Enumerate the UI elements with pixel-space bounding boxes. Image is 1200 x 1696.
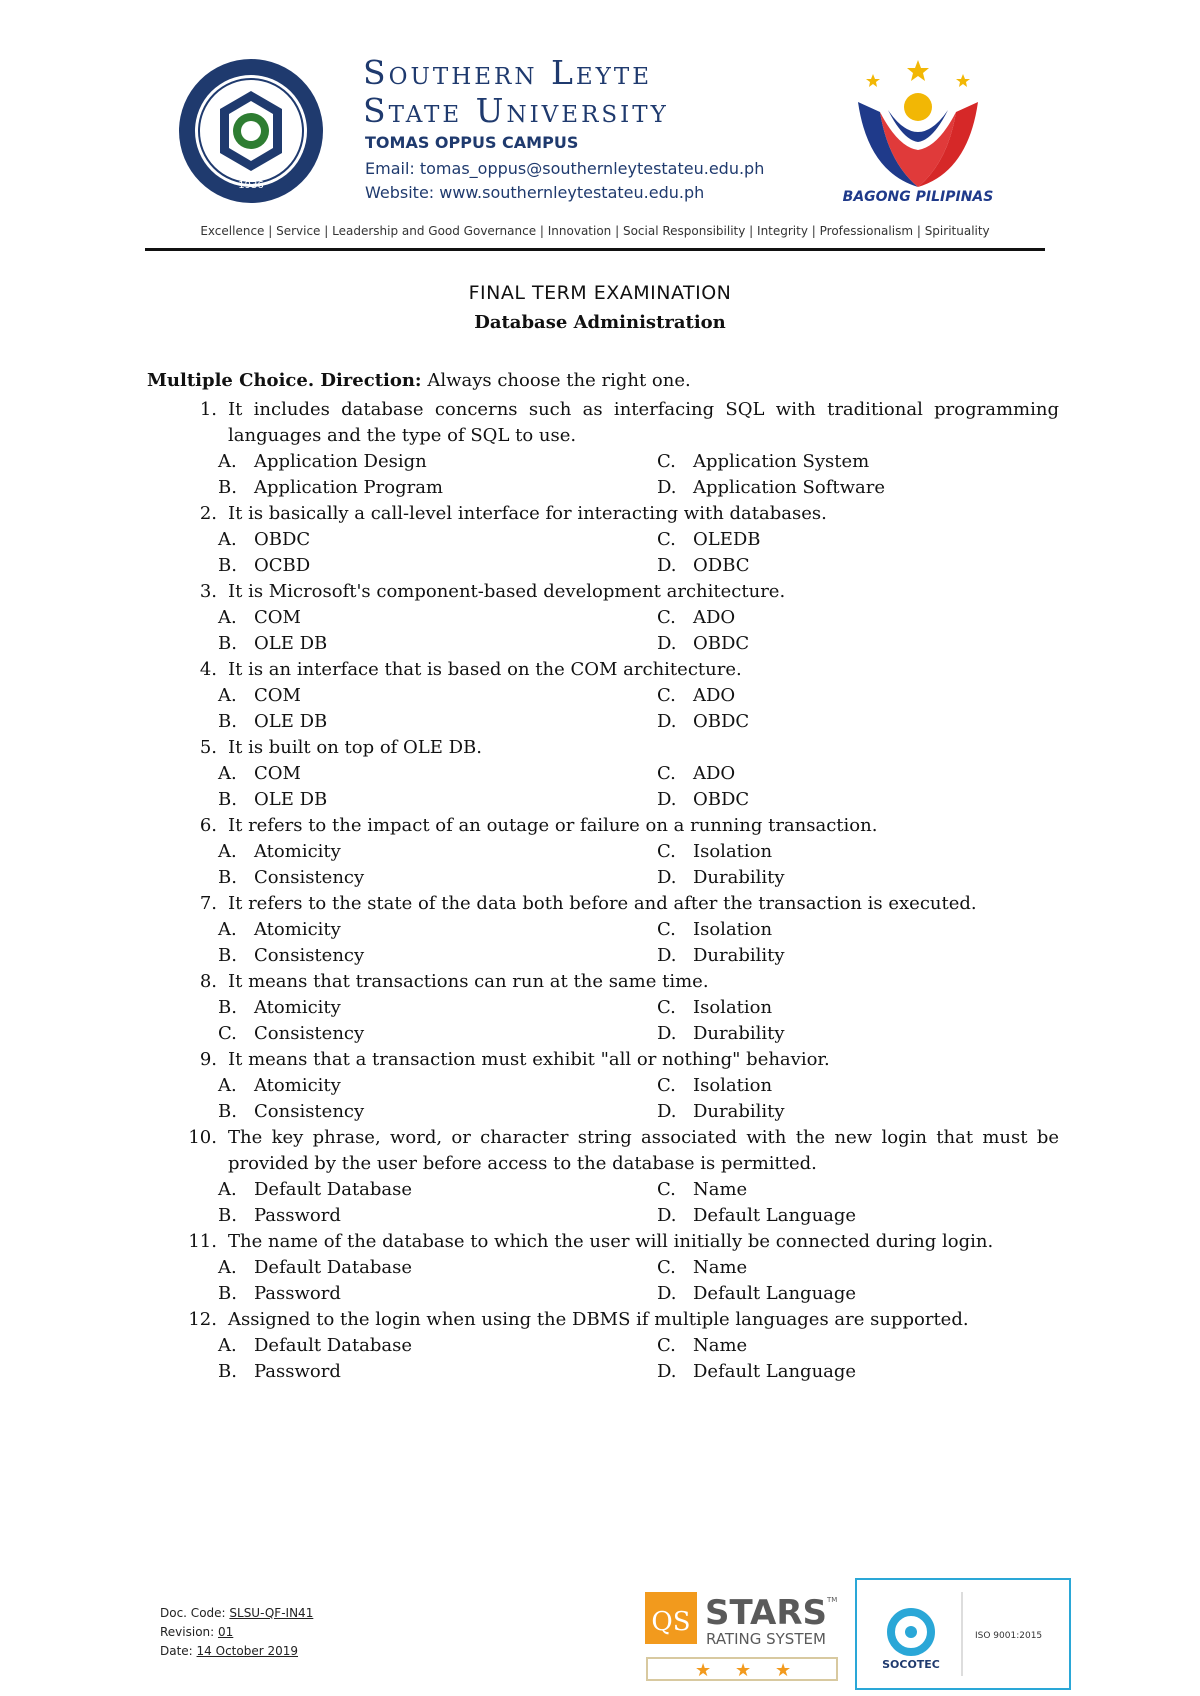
question-number: 9. [199,1049,217,1070]
choice-letter: C. [657,1257,676,1278]
question-text: It includes database concerns such as interfacing SQL with traditional programming languages and the type of SQL to use. [228,399,1059,446]
question-stem [147,891,1059,917]
answer-choice [657,631,1057,657]
choice-text: COM [254,763,301,784]
answer-choice [218,1073,657,1099]
university-name-line2: State University [363,91,669,130]
answer-choice [657,761,1057,787]
answer-choice [657,1281,1057,1307]
choice-text: Password [254,1361,341,1382]
choice-text: Isolation [693,1075,773,1096]
choice-letter: D. [657,633,677,654]
choice-text: Durability [693,945,785,966]
choice-text: Isolation [693,997,773,1018]
choice-text: OBDC [254,529,311,550]
question-item [147,1125,1059,1229]
choice-text: Default Language [693,1283,857,1304]
answer-choice [218,1177,657,1203]
answer-choice [657,917,1057,943]
choice-letter: C. [657,1179,676,1200]
choice-text: Name [693,1335,748,1356]
answer-choices [147,683,1059,735]
answer-choice [218,527,657,553]
core-values: Excellence | Service | Leadership and Good Governance | Innovation | Social Responsibility | Integrity | Professionalism | Spirituality [200,224,990,238]
question-number: 8. [199,971,217,992]
choice-text: Durability [693,1023,785,1044]
document-control-info [160,1604,313,1661]
question-text: The key phrase, word, or character string associated with the new login that must be provided by the user before access to the database is permitted. [228,1127,1059,1174]
answer-choices [147,527,1059,579]
university-seal-icon [176,56,326,206]
answer-choices [147,449,1059,501]
answer-choice [657,1333,1057,1359]
answer-choices [147,605,1059,657]
choice-letter: A. [218,1335,237,1356]
choice-text: Durability [693,867,785,888]
question-text: It is built on top of OLE DB. [228,737,483,758]
answer-choice [657,865,1057,891]
question-item [147,1047,1059,1125]
answer-choice [218,865,657,891]
choice-letter: D. [657,711,677,732]
question-item [147,657,1059,735]
doc-code: SLSU-QF-IN41 [229,1606,314,1620]
svg-text:TM: TM [827,1596,838,1604]
choice-letter: B. [218,867,237,888]
question-stem [147,657,1059,683]
choice-text: COM [254,607,301,628]
choice-text: OBDC [693,789,750,810]
answer-choices [147,1255,1059,1307]
svg-text:ISO 9001:2015: ISO 9001:2015 [975,1631,1043,1641]
answer-choice [657,1203,1057,1229]
question-item [147,501,1059,579]
question-item [147,579,1059,657]
choice-letter: D. [657,555,677,576]
choice-letter: B. [218,789,237,810]
question-text: Assigned to the login when using the DBMS if multiple languages are supported. [228,1309,969,1330]
question-stem [147,1307,1059,1333]
qs-stars-logo [645,1588,845,1688]
answer-choice [657,1255,1057,1281]
question-text: The name of the database to which the user will initially be connected during login. [228,1231,994,1252]
contact-block [365,157,764,205]
question-stem [147,735,1059,761]
choice-text: Durability [693,1101,785,1122]
question-number: 11. [188,1231,217,1252]
star-icon: ★ [735,1660,752,1681]
question-item [147,1307,1059,1385]
choice-text: Isolation [693,841,773,862]
choice-text: ADO [693,763,736,784]
answer-choices [147,995,1059,1047]
answer-choice [657,1177,1057,1203]
answer-choices [147,917,1059,969]
answer-choice [218,683,657,709]
star-icon: ★ [695,1660,712,1681]
choice-letter: C. [657,997,676,1018]
choice-letter: A. [218,1075,237,1096]
choice-letter: A. [218,841,237,862]
choice-text: COM [254,685,301,706]
choice-text: Name [693,1257,748,1278]
choice-text: Default Language [693,1205,857,1226]
question-item [147,1229,1059,1307]
answer-choice [657,605,1057,631]
choice-text: OCBD [254,555,311,576]
choice-text: Password [254,1205,341,1226]
question-item [147,891,1059,969]
question-text: It is an interface that is based on the COM architecture. [228,659,742,680]
revision-line: Revision: 01 [160,1625,234,1639]
question-number: 4. [199,659,217,680]
choice-letter: B. [218,711,237,732]
question-item [147,969,1059,1047]
exam-subject: Database Administration [474,312,726,333]
choice-text: Consistency [254,1101,365,1122]
question-number: 1. [199,399,217,420]
question-stem [147,1047,1059,1073]
answer-choice [218,1359,657,1385]
question-number: 5. [199,737,217,758]
answer-choice [218,839,657,865]
question-stem [147,969,1059,995]
choice-letter: D. [657,1205,677,1226]
svg-text:1936: 1936 [238,180,264,191]
question-number: 10. [188,1127,217,1148]
doc-date: 14 October 2019 [196,1644,299,1658]
question-stem [147,397,1059,449]
choice-text: Consistency [254,867,365,888]
question-text: It is Microsoft's component-based development architecture. [228,581,786,602]
choice-text: OLEDB [693,529,761,550]
choice-text: OBDC [693,633,750,654]
answer-choices [147,1177,1059,1229]
answer-choice [218,1281,657,1307]
university-name [363,54,669,130]
choice-text: Consistency [254,945,365,966]
choice-text: ADO [693,607,736,628]
choice-text: ADO [693,685,736,706]
answer-choices [147,761,1059,813]
answer-choice [218,1255,657,1281]
answer-choices [147,839,1059,891]
choice-letter: D. [657,1101,677,1122]
question-text: It means that transactions can run at the same time. [228,971,709,992]
choice-letter: A. [218,451,237,472]
answer-choice [218,995,657,1021]
choice-text: Atomicity [254,841,341,862]
answer-choice [218,475,657,501]
answer-choice [218,631,657,657]
choice-letter: B. [218,633,237,654]
choice-text: Isolation [693,919,773,940]
bagong-pilipinas-text: BAGONG PILIPINAS [842,189,994,205]
answer-choice [218,1333,657,1359]
choice-letter: A. [218,919,237,940]
answer-choice [657,1073,1057,1099]
answer-choice [218,1203,657,1229]
choice-text: Name [693,1179,748,1200]
choice-letter: A. [218,529,237,550]
choice-letter: C. [657,919,676,940]
choice-text: Atomicity [254,919,341,940]
socotec-logo-icon [857,1580,1069,1688]
question-number: 6. [199,815,217,836]
question-item [147,735,1059,813]
choice-letter: B. [218,1283,237,1304]
choice-letter: A. [218,1179,237,1200]
choice-text: Default Database [254,1335,413,1356]
choice-letter: B. [218,1205,237,1226]
question-number: 12. [188,1309,217,1330]
question-stem [147,579,1059,605]
question-stem [147,1229,1059,1255]
choice-text: OLE DB [254,633,328,654]
svg-text:QS: QS [651,1607,691,1637]
choice-letter: C. [657,607,676,628]
answer-choice [218,917,657,943]
choice-text: Application Program [254,477,443,498]
question-number: 7. [199,893,217,914]
answer-choice [657,683,1057,709]
university-name-line1: Southern Leyte [363,53,652,92]
answer-choice [657,553,1057,579]
answer-choice [657,943,1057,969]
answer-choice [657,1099,1057,1125]
answer-choice [657,475,1057,501]
svg-text:SOCOTEC: SOCOTEC [882,1658,940,1671]
question-number: 2. [199,503,217,524]
choice-letter: B. [218,555,237,576]
choice-text: Default Language [693,1361,857,1382]
answer-choice [218,787,657,813]
header-divider [145,248,1045,251]
question-text: It means that a transaction must exhibit "all or nothing" behavior. [228,1049,830,1070]
choice-letter: C. [657,1335,676,1356]
choice-text: Default Database [254,1257,413,1278]
email-text: Email: tomas_oppus@southernleytestateu.edu.ph [365,159,765,178]
answer-choice [657,449,1057,475]
answer-choice [657,787,1057,813]
choice-letter: D. [657,1361,677,1382]
choice-letter: D. [657,1023,677,1044]
choice-letter: A. [218,685,237,706]
question-stem [147,1125,1059,1177]
choice-letter: C. [657,1075,676,1096]
choice-letter: B. [218,1361,237,1382]
question-item [147,813,1059,891]
answer-choice [218,605,657,631]
answer-choice [218,553,657,579]
doc-code-line: Doc. Code: SLSU-QF-IN41 [160,1606,314,1620]
revision-number: 01 [218,1625,234,1639]
answer-choice [218,709,657,735]
svg-text:RATING SYSTEM: RATING SYSTEM [706,1630,826,1648]
choice-text: Consistency [254,1023,365,1044]
choice-letter: D. [657,1283,677,1304]
choice-letter: B. [218,1101,237,1122]
choice-letter: D. [657,477,677,498]
choice-text: Default Database [254,1179,413,1200]
letterhead [0,0,1200,260]
instructions [147,370,691,391]
iso-certification-badge [855,1578,1071,1690]
star-icon: ★ [775,1660,792,1681]
choice-letter: C. [657,529,676,550]
answer-choice [657,839,1057,865]
answer-choices [147,1073,1059,1125]
choice-text: Atomicity [254,997,341,1018]
choice-text: Application Design [254,451,427,472]
answer-choice [657,1021,1057,1047]
choice-letter: C. [657,841,676,862]
choice-text: Password [254,1283,341,1304]
answer-choice [657,709,1057,735]
answer-choice [657,527,1057,553]
instructions-text: Always choose the right one. [421,370,691,391]
date-line: Date: 14 October 2019 [160,1644,299,1658]
answer-choice [218,1021,657,1047]
website-text: Website: www.southernleytestateu.edu.ph [365,183,705,202]
choice-letter: C. [657,451,676,472]
choice-letter: B. [218,477,237,498]
campus-name: TOMAS OPPUS CAMPUS [365,133,579,152]
answer-choice [218,943,657,969]
choice-letter: C. [218,1023,237,1044]
answer-choices [147,1333,1059,1385]
choice-letter: D. [657,789,677,810]
choice-letter: C. [657,685,676,706]
bagong-pilipinas-logo-icon [848,52,988,202]
choice-text: OLE DB [254,711,328,732]
answer-choice [657,1359,1057,1385]
choice-text: ODBC [693,555,750,576]
exam-title: FINAL TERM EXAMINATION [468,282,732,304]
choice-letter: A. [218,607,237,628]
question-item [147,397,1059,501]
question-text: It refers to the state of the data both before and after the transaction is executed. [228,893,977,914]
choice-letter: C. [657,763,676,784]
choice-letter: A. [218,1257,237,1278]
instructions-label: Multiple Choice. Direction: [147,370,422,391]
choice-letter: A. [218,763,237,784]
choice-letter: D. [657,945,677,966]
answer-choice [218,1099,657,1125]
question-text: It is basically a call-level interface for interacting with databases. [228,503,827,524]
choice-letter: B. [218,945,237,966]
answer-choice [218,449,657,475]
choice-text: Application Software [693,477,885,498]
choice-text: Atomicity [254,1075,341,1096]
question-list [147,397,1059,1385]
choice-letter: B. [218,997,237,1018]
svg-text:STARS: STARS [705,1593,828,1633]
question-stem [147,501,1059,527]
question-stem [147,813,1059,839]
answer-choice [657,995,1057,1021]
choice-text: OBDC [693,711,750,732]
question-number: 3. [199,581,217,602]
choice-text: Application System [693,451,870,472]
answer-choice [218,761,657,787]
choice-text: OLE DB [254,789,328,810]
choice-letter: D. [657,867,677,888]
question-text: It refers to the impact of an outage or failure on a running transaction. [228,815,878,836]
